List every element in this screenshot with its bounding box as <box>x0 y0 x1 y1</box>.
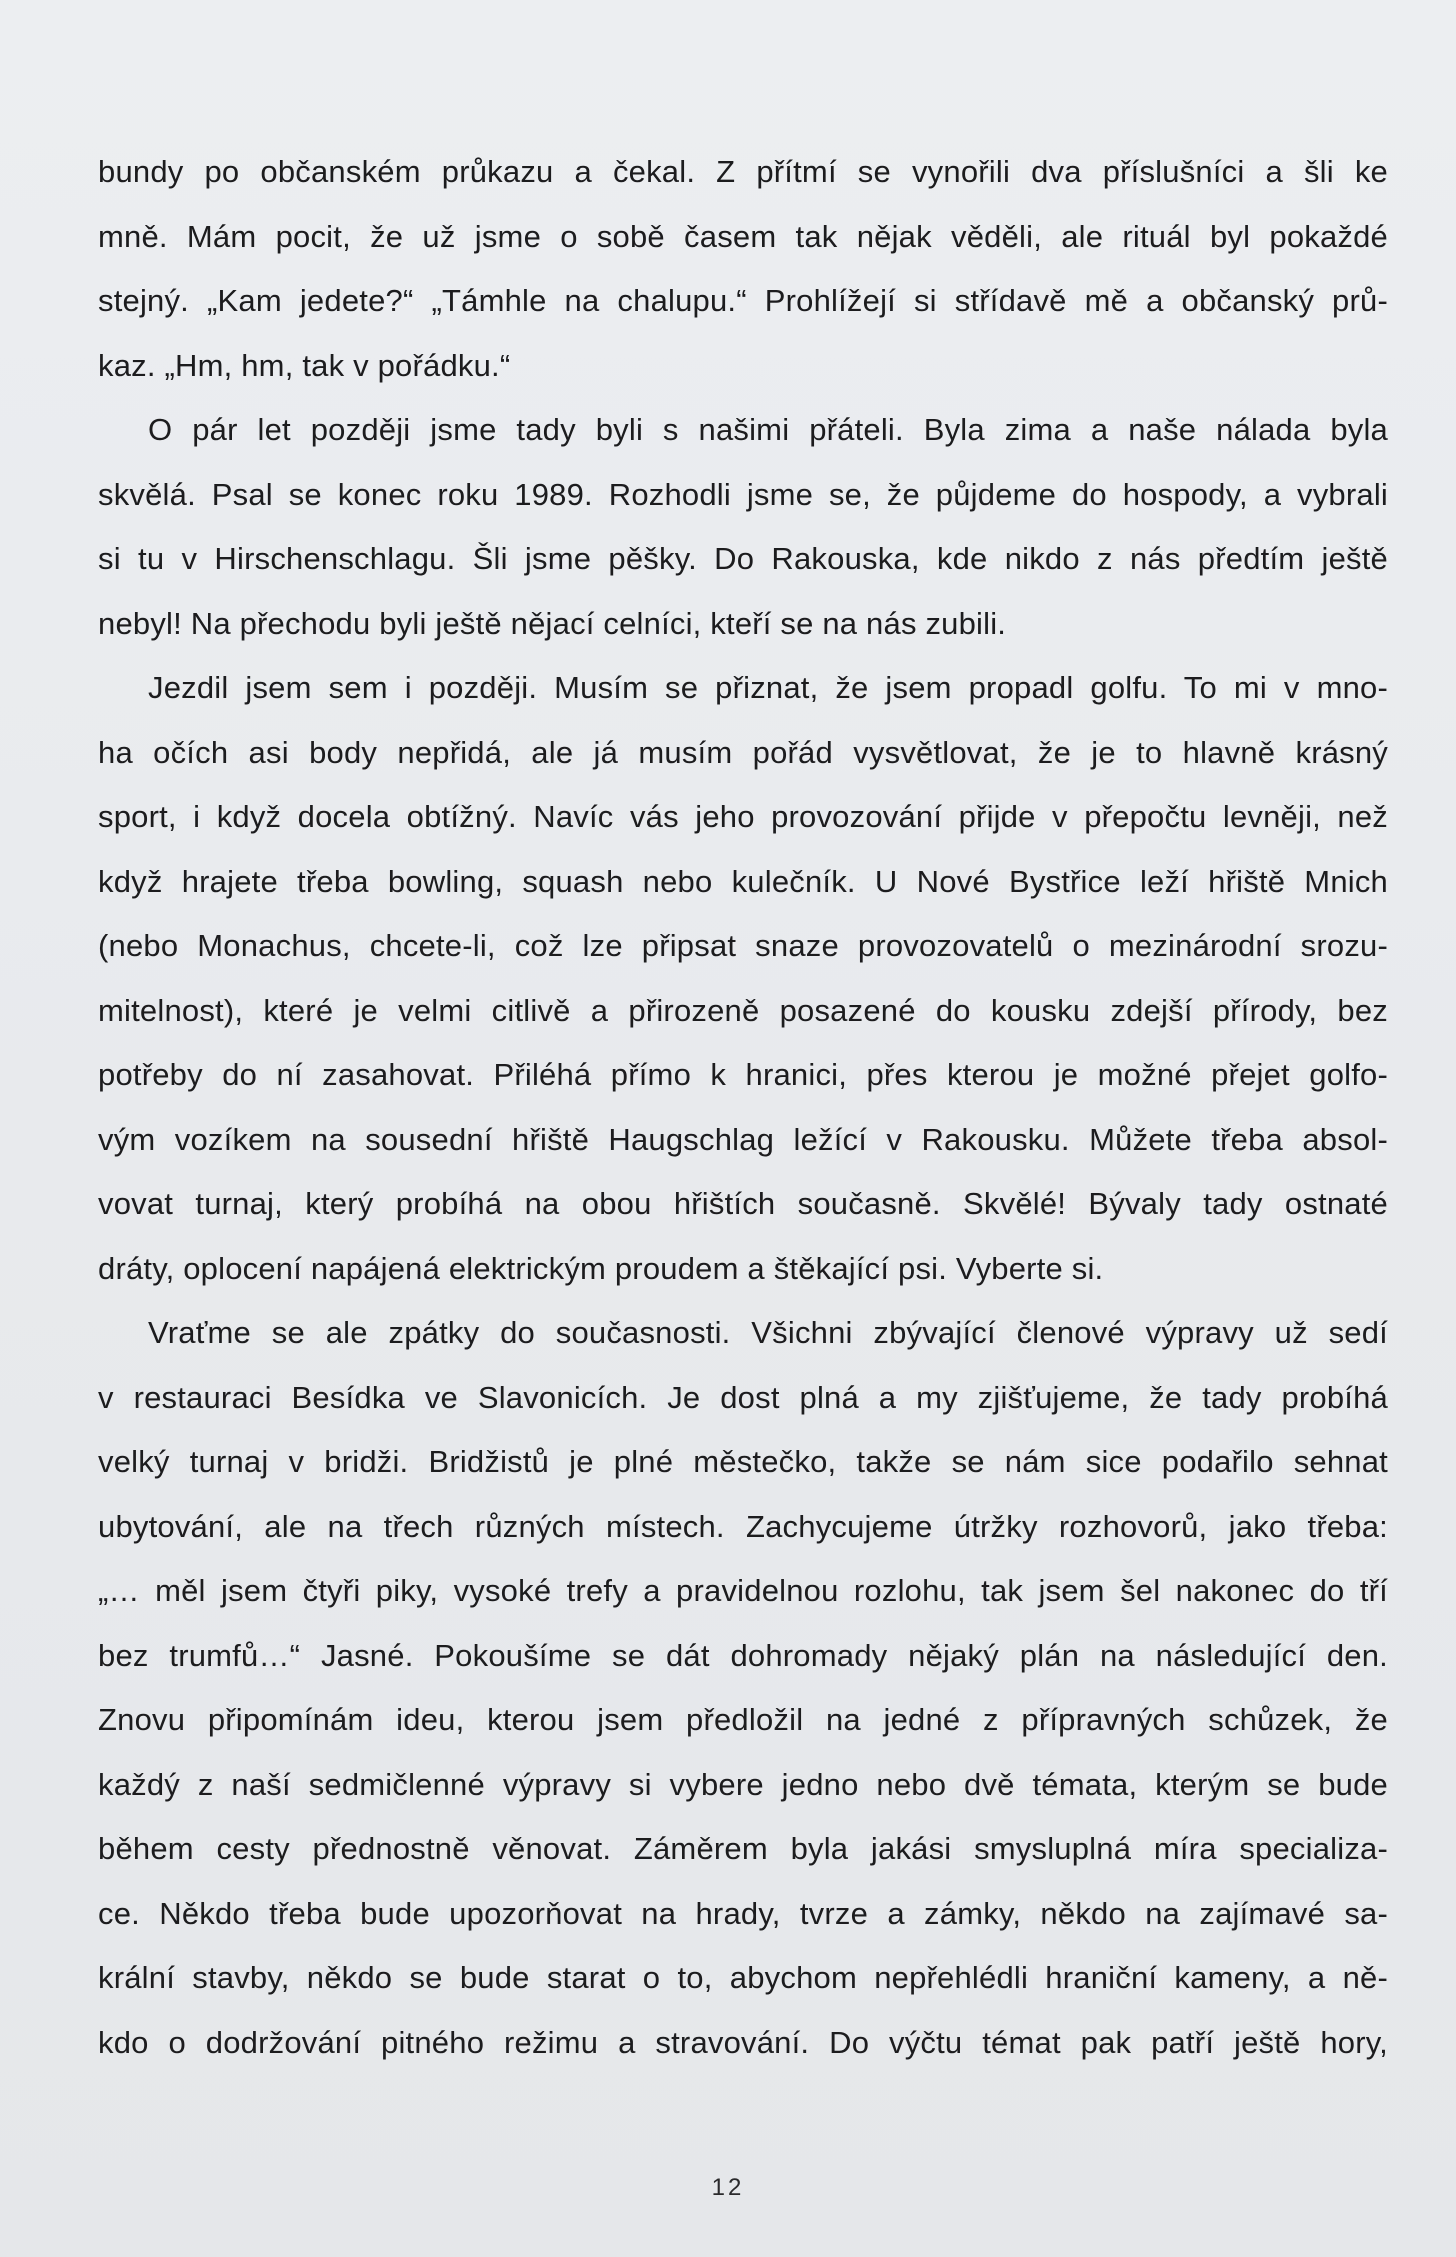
text-line: dráty, oplocení napájená elektrickým proudem a štěkající psi. Vyberte si. <box>98 1250 1104 1286</box>
text-line: kaz. „Hm, hm, tak v pořádku.“ <box>98 347 511 383</box>
text-line: Znovu připomínám ideu, kterou jsem předložil na jedné z přípravných schůzek, že <box>98 1702 1388 1737</box>
text-line: mitelnost), které je velmi citlivě a přirozeně posazené do kousku zdejší přírody, bez <box>98 992 1388 1028</box>
text-line: velký turnaj v bridži. Bridžistů je plné městečko, takže se nám sice podařilo sehnat <box>98 1444 1388 1479</box>
text-line: stejný. „Kam jedete?“ „Támhle na chalupu.“ Prohlížejí si střídavě mě a občanský prů- <box>98 283 1388 318</box>
body-text <box>98 140 1388 2075</box>
text-line: vým vozíkem na sousední hřiště Haugschlag ležící v Rakousku. Můžete třeba absol- <box>98 1121 1388 1157</box>
text-line: si tu v Hirschenschlagu. Šli jsme pěšky. Do Rakouska, kde nikdo z nás předtím ještě <box>98 541 1388 576</box>
text-line: ubytování, ale na třech různých místech. Zachycujeme útržky rozhovorů, jako třeba: <box>98 1508 1388 1544</box>
text-line: (nebo Monachus, chcete-li, což lze připsat snaze provozovatelů o mezinárodní srozu- <box>98 928 1388 963</box>
text-line: O pár let později jsme tady byli s našimi přáteli. Byla zima a naše nálada byla <box>148 412 1388 447</box>
text-line: sport, i když docela obtížný. Navíc vás jeho provozování přijde v přepočtu levněji, než <box>98 799 1388 834</box>
text-line: mně. Mám pocit, že už jsme o sobě časem tak nějak věděli, ale rituál byl pokaždé <box>98 218 1388 254</box>
text-line: nebyl! Na přechodu byli ještě nějací celníci, kteří se na nás zubili. <box>98 605 1007 641</box>
text-line: bundy po občanském průkazu a čekal. Z přítmí se vynořili dva příslušníci a šli ke <box>98 154 1388 189</box>
text-line: když hrajete třeba bowling, squash nebo kulečník. U Nové Bystřice leží hřiště Mnich <box>98 863 1388 899</box>
text-line: skvělá. Psal se konec roku 1989. Rozhodli jsme se, že půjdeme do hospody, a vybrali <box>98 476 1388 512</box>
text-line: v restauraci Besídka ve Slavonicích. Je dost plná a my zjišťujeme, že tady probíhá <box>98 1379 1388 1415</box>
text-line: každý z naší sedmičlenné výpravy si vybere jedno nebo dvě témata, kterým se bude <box>98 1766 1388 1802</box>
text-line: krální stavby, někdo se bude starat o to, abychom nepřehlédli hraniční kameny, a ně- <box>98 1960 1388 1995</box>
text-line: bez trumfů…“ Jasné. Pokoušíme se dát dohromady nějaký plán na následující den. <box>98 1637 1388 1673</box>
text-line: Jezdil jsem sem i později. Musím se přiznat, že jsem propadl golfu. To mi v mno- <box>148 670 1388 705</box>
text-line: kdo o dodržování pitného režimu a stravování. Do výčtu témat pak patří ještě hory, <box>98 2024 1388 2060</box>
page-number: 12 <box>711 2174 745 2201</box>
text-line: „… měl jsem čtyři piky, vysoké trefy a pravidelnou rozlohu, tak jsem šel nakonec do tří <box>98 1573 1388 1608</box>
text-line: během cesty přednostně věnovat. Záměrem byla jakási smysluplná míra specializa- <box>98 1831 1388 1866</box>
text-line: ha očích asi body nepřidá, ale já musím pořád vysvětlovat, že je to hlavně krásný <box>98 734 1388 770</box>
text-line: potřeby do ní zasahovat. Přiléhá přímo k hranici, přes kterou je možné přejet golfo- <box>98 1057 1388 1092</box>
text-line: Vraťme se ale zpátky do současnosti. Všichni zbývající členové výpravy už sedí <box>148 1315 1388 1350</box>
text-line: vovat turnaj, který probíhá na obou hřištích současně. Skvělé! Bývaly tady ostnaté <box>98 1186 1388 1221</box>
text-line: ce. Někdo třeba bude upozorňovat na hrady, tvrze a zámky, někdo na zajímavé sa- <box>98 1895 1388 1931</box>
